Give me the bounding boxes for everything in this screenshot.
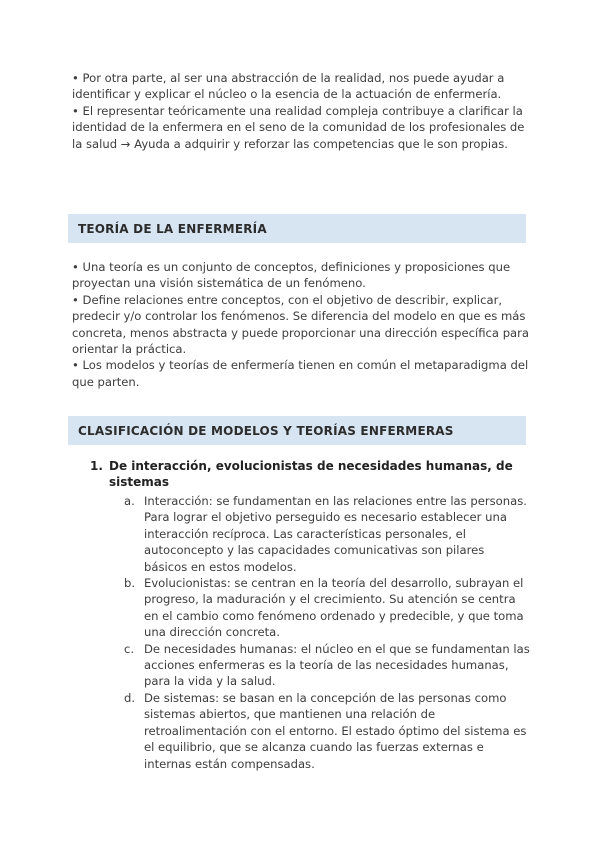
intro-paragraph: • El representar teóricamente una realidad compleja contribuye a clarificar la identidad de la enfermera en el seno de la comunidad de los profesionales de la salud → Ayuda a adquirir y reforzar las competencias que le son propias. (72, 103, 525, 151)
section-heading-text: CLASIFICACIÓN DE MODELOS Y TEORÍAS ENFERMERAS (78, 423, 454, 438)
list-number: 1. (90, 459, 103, 473)
section-paragraph: • Los modelos y teorías de enfermería tienen en común el metaparadigma del que parten. (72, 358, 529, 389)
sub-list-letter: c. (124, 641, 135, 656)
section-heading-clasificacion (68, 416, 526, 445)
section-paragraph: • Define relaciones entre conceptos, con el objetivo de describir, explicar, predecir y/o controlar los fenómenos. Se diferencia del modelo en que es más concreta, menos abstracta y puede proporcionar una dirección específica para orientar la práctica. (72, 292, 530, 357)
sub-list-letter: b. (124, 576, 136, 591)
section-teoria-text (72, 259, 532, 390)
sub-list-text: De sistemas: se basan en la concepción de las personas como sistemas abiertos, que mantienen una relación de retroalimentación con el entorno. El estado óptimo del sistema es el equilibrio, que se alcanza cuando las fuerzas externas e internas están compensadas. (144, 690, 527, 771)
classification-list (90, 458, 530, 772)
sub-list-item (124, 641, 530, 690)
intro-paragraph: • Por otra parte, al ser una abstracción de la realidad, nos puede ayudar a identificar y explicar el núcleo o la esencia de la actuación de enfermería. (72, 71, 505, 102)
sub-list-letter: d. (124, 690, 136, 705)
section-heading-text: TEORÍA DE LA ENFERMERÍA (78, 221, 267, 236)
sub-list-text: Evolucionistas: se centran en la teoría del desarrollo, subrayan el progreso, la maduración y el crecimiento. Su atención se centra en el cambio como fenómeno ordenado y predecible, y que toma una dirección concreta. (144, 576, 524, 640)
section-paragraph: • Una teoría es un conjunto de conceptos, definiciones y proposiciones que proyectan una visión sistemática de un fenómeno. (72, 260, 511, 291)
sub-list-item (124, 493, 530, 575)
sub-list (124, 493, 530, 772)
sub-list-letter: a. (124, 494, 135, 508)
sub-list-text: Interacción: se fundamentan en las relaciones entre las personas. Para lograr el objetivo perseguido es necesario establecer una interacción recíproca. Las características personales, el autoconcepto y las capacidades comunicativas son pilares básicos en estos modelos. (144, 494, 527, 574)
list-item-title (90, 458, 530, 490)
intro-text (72, 70, 532, 152)
section-heading-teoria (68, 214, 526, 243)
sub-list-item (124, 575, 530, 641)
list-title-text: De interacción, evolucionistas de necesidades humanas, de sistemas (109, 459, 513, 489)
sub-list-item (124, 690, 530, 772)
sub-list-text: De necesidades humanas: el núcleo en el que se fundamentan las acciones enfermeras es la teoría de las necesidades humanas, para la vida y la salud. (144, 641, 530, 689)
